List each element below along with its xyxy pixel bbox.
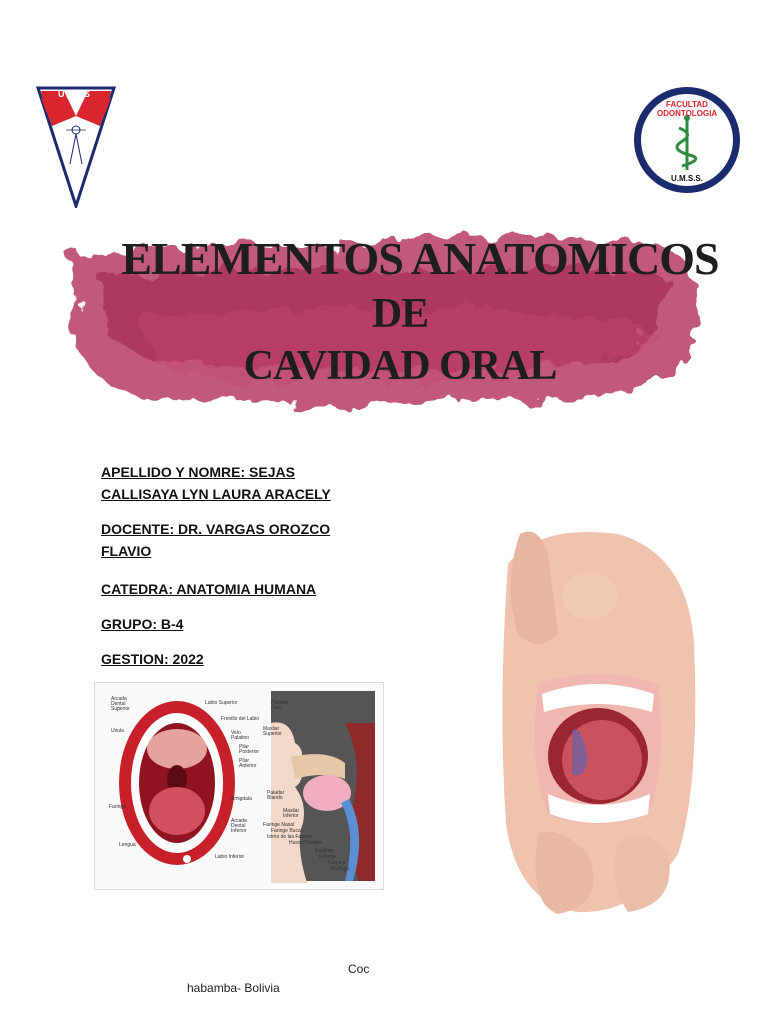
label-labio-inferior: Labio Inferior [215,854,245,860]
label-arcada-superior: Arcada Dental Superior [111,696,130,712]
label-amigdala: Amigdala [231,796,252,802]
oral-cavity-diagram [94,682,384,890]
label-faringe-bucal: Faringe Bucal [271,828,302,834]
label-frenillo: Frenillo del Labio [221,716,260,722]
label-labio-superior: Labio Superior [205,700,238,706]
label-istmo-fauces: Istmo de las Fauces [267,834,312,840]
title-line-2: DE [371,291,429,337]
student-name: APELLIDO Y NOMRE: SEJAS CALLISAYA LYN LAURA ARACELY [101,464,331,502]
mouth-photo [498,524,700,918]
facultad-logo-bottom: U.M.S.S. [670,174,703,183]
umss-logo [36,86,116,208]
title-line-3: CAVIDAD ORAL [243,343,557,389]
label-arcada-inferior: Arcada Dental Inferior [231,818,247,834]
label-faringe-nasal: Faringe Nasal [263,822,295,828]
facultad-odontologia-logo [632,84,742,196]
teacher-name: DOCENTE: DR. VARGAS OROZCO FLAVIO [101,521,331,559]
label-paladar-blando: Paladar Blando [267,790,285,801]
title-block [60,218,720,418]
label-lengua: Lengua [119,842,136,848]
label-uvula: Uvula [111,728,124,734]
umss-logo-text: UMSS [58,89,93,99]
label-traquea: Traquea [327,860,346,866]
label-paladar-duro: Paladar Duro [271,700,289,711]
label-velo-palatino: Velo Palatino [231,730,250,741]
label-hueso-hioides: Hueso Hioides [289,840,322,846]
label-faringe-side: Faringe [319,854,336,860]
label-maxilar-superior: Maxilar Superior [263,726,282,737]
course-name: CATEDRA: ANATOMIA HUMANA [101,581,317,597]
facultad-logo-line2: ODONTOLOGIA [656,109,718,118]
label-maxilar-inferior: Maxilar Inferior [283,808,300,819]
title-line-1: ELEMENTOS ANATOMICOS [121,233,719,284]
label-pilar-anterior: Pilar Anterior [239,758,257,769]
footer-location-line-2: habamba- Bolivia [187,981,280,995]
year-label: GESTION: 2022 [101,651,204,667]
facultad-logo-line1: FACULTAD [666,100,708,109]
group-label: GRUPO: B-4 [101,616,184,632]
label-faringe-front: Faringe [109,804,126,810]
footer-location-line-1: Coc [348,962,370,976]
label-esofago: Esófago [331,866,350,872]
label-pilar-posterior: Pilar Posterior [239,744,260,755]
label-epiglotis: Epiglotis [315,848,334,854]
